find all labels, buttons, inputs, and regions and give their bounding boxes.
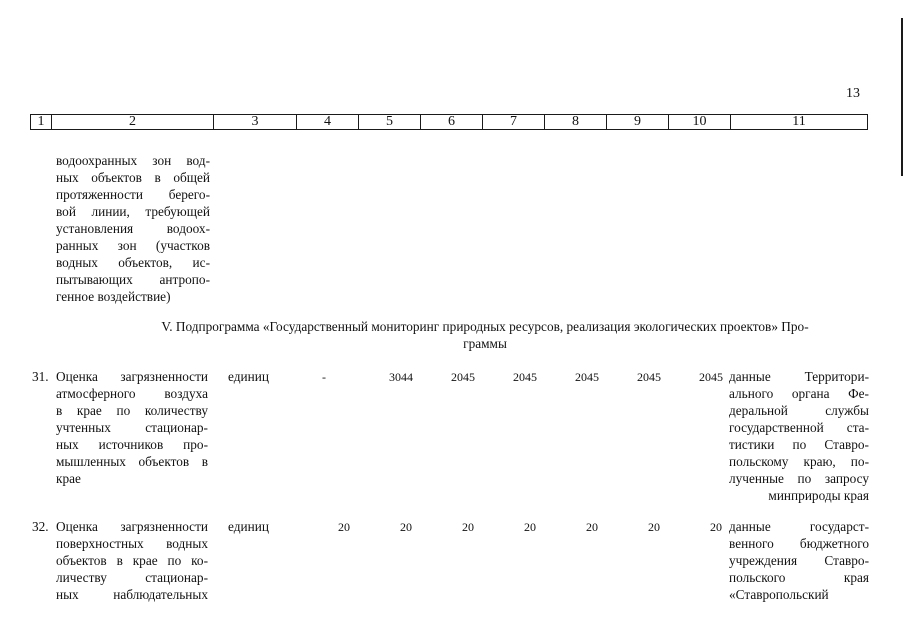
text-line: крае [56,471,81,486]
text-line: ранных зон (участков [56,238,210,253]
text-line: польского края [729,570,869,585]
text-line: пытывающих антропо- [56,272,210,287]
text-line: в крае по количеству [56,403,208,418]
text-line: вой линии, требующей [56,204,210,219]
section-heading [100,318,870,352]
row-31-value-7: 2045 [513,370,537,384]
row-32-value-7: 20 [524,520,536,534]
row-32-value-5: 20 [400,520,412,534]
row-31-source [729,368,869,504]
text-line: установления водоох- [56,221,210,236]
text-line: протяженности берего- [56,187,210,202]
row-31-value-5: 3044 [389,370,413,384]
text-line: лученные по запросу [729,471,869,486]
row-31-number: 31. [32,369,49,384]
text-line: Оценка загрязненности [56,519,208,534]
text-line: венного бюджетного [729,536,869,551]
text-line: ных источников про- [56,437,208,452]
text-line: учтенных стационар- [56,420,208,435]
row-32-name [56,518,208,603]
header-col-4: 4 [297,115,359,129]
row-32-source [729,518,869,603]
text-line: данные Территори- [729,369,869,384]
row-32-value-6: 20 [462,520,474,534]
row-32-value-9: 20 [648,520,660,534]
header-col-10: 10 [669,115,731,129]
row-31-unit: единиц [228,369,269,384]
text-line: минприроды края [768,488,869,503]
text-line: ных наблюдательных [56,587,208,602]
row-32-number: 32. [32,519,49,534]
text-line: водных объектов, ис- [56,255,210,270]
row-32-value-8: 20 [586,520,598,534]
text-line: водоохранных зон вод- [56,153,210,168]
text-line: данные государст- [729,519,869,534]
row-31-value-8: 2045 [575,370,599,384]
row-31-value-9: 2045 [637,370,661,384]
row-31-value-6: 2045 [451,370,475,384]
text-line: тистики по Ставро- [729,437,869,452]
text-line: ального органа Фе- [729,386,869,401]
text-line: учреждения Ставро- [729,553,869,568]
continuation-text [56,152,210,305]
text-line: поверхностных водных [56,536,208,551]
row-32-value-10: 20 [710,520,722,534]
page-number: 13 [846,86,860,101]
header-col-1: 1 [31,115,52,129]
text-line: деральной службы [729,403,869,418]
section-heading-line2: граммы [463,336,507,351]
header-col-8: 8 [545,115,607,129]
text-line: мышленных объектов в [56,454,208,469]
header-col-3: 3 [214,115,297,129]
header-col-7: 7 [483,115,545,129]
header-col-9: 9 [607,115,669,129]
text-line: атмосферного воздуха [56,386,208,401]
page-edge-rule [901,18,903,176]
row-31-value-4: - [322,370,326,384]
text-line: государственной ста- [729,420,869,435]
section-heading-line1: V. Подпрограмма «Государственный мониторинг природных ресурсов, реализация экологических проектов» Про- [161,319,809,334]
header-col-5: 5 [359,115,421,129]
text-line: генное воздействие) [56,289,171,304]
header-col-11: 11 [792,114,806,129]
column-number-header [30,114,868,130]
text-line: «Ставропольский [729,587,829,602]
header-col-2: 2 [52,115,214,129]
text-line: польскому краю, по- [729,454,869,469]
text-line: личеству стационар- [56,570,208,585]
text-line: объектов в крае по ко- [56,553,208,568]
row-31-name [56,368,208,487]
text-line: Оценка загрязненности [56,369,208,384]
text-line: ных объектов в общей [56,170,210,185]
row-31-value-10: 2045 [699,370,723,384]
row-32-unit: единиц [228,519,269,534]
header-col-6: 6 [421,115,483,129]
row-32-value-4: 20 [338,520,350,534]
